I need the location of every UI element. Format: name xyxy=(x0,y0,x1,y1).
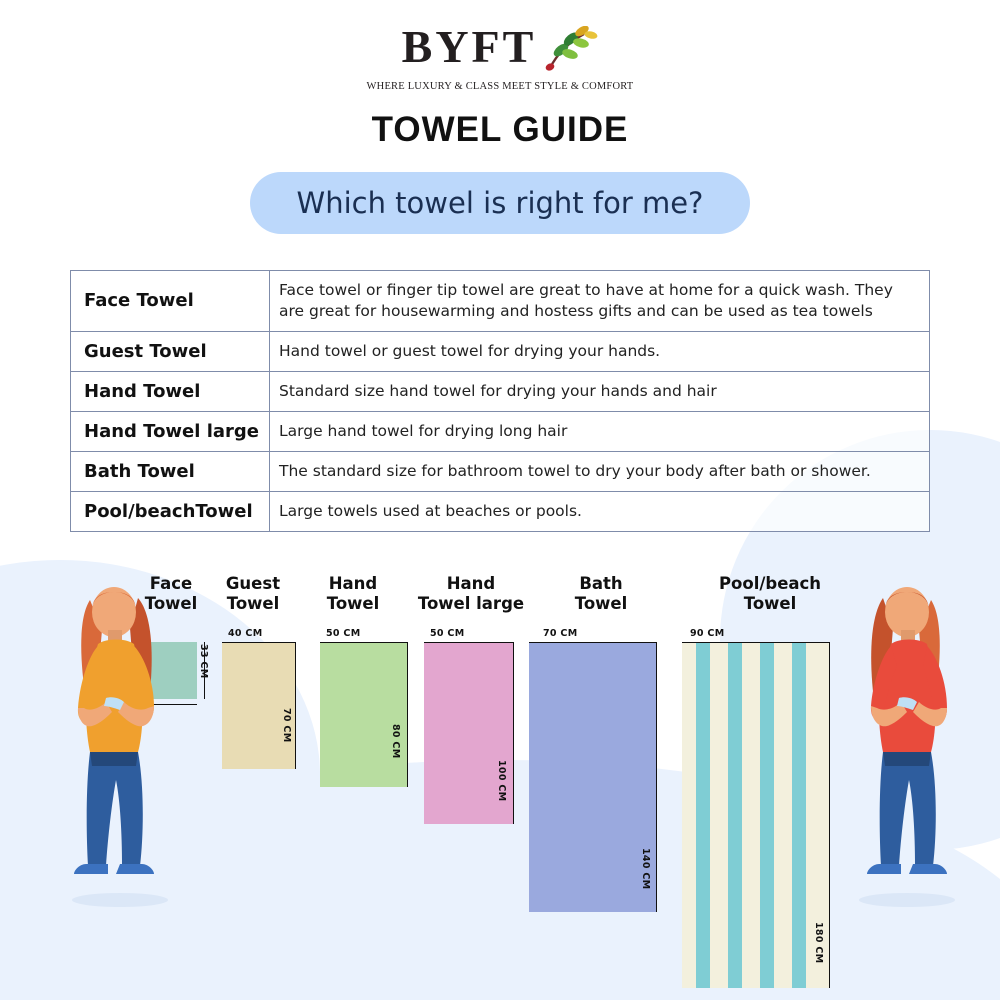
towel-name: Guest Towel xyxy=(71,331,270,371)
table-row xyxy=(71,371,930,411)
chart-label-guest-towel xyxy=(210,574,296,615)
towel-bath-swatch xyxy=(529,642,657,912)
chart-label-hand-towel-large xyxy=(403,574,539,615)
towel-description: The standard size for bathroom towel to dry your body after bath or shower. xyxy=(270,451,930,491)
page-title: TOWEL GUIDE xyxy=(371,110,629,149)
hand-towel-width-dim: 50 CM xyxy=(326,627,361,639)
hand-towel-height-line xyxy=(407,642,408,787)
label-line-1: Hand xyxy=(328,573,378,593)
towel-pool-beach-swatch xyxy=(682,642,830,988)
label-line-2: Towel xyxy=(574,594,628,614)
guest-towel-width-line xyxy=(222,642,296,643)
face-towel-height-line xyxy=(204,642,205,699)
stripe xyxy=(728,642,742,988)
woman-orange-shirt-illustration xyxy=(50,570,180,915)
bath-towel-width-line xyxy=(529,642,657,643)
pool-beach-towel-width-dim: 90 CM xyxy=(690,627,725,639)
towel-name: Pool/beachTowel xyxy=(71,491,270,531)
hand-towel-large-width-line xyxy=(424,642,514,643)
table-row xyxy=(71,491,930,531)
pool-beach-towel-width-line xyxy=(682,642,830,643)
label-line-2: Towel xyxy=(743,594,797,614)
chart-label-pool-beach-towel xyxy=(700,574,840,615)
bath-towel-height-dim: 140 CM xyxy=(640,847,651,890)
hand-towel-height-dim: 80 CM xyxy=(390,723,401,759)
table-row xyxy=(71,271,930,332)
label-line-1: Face xyxy=(149,573,193,593)
hand-towel-width-line xyxy=(320,642,408,643)
hand-towel-large-height-dim: 100 CM xyxy=(496,759,507,802)
chart-label-hand-towel xyxy=(310,574,396,615)
pool-beach-towel-height-line xyxy=(829,642,830,988)
towel-description: Hand towel or guest towel for drying your hands. xyxy=(270,331,930,371)
bath-towel-width-dim: 70 CM xyxy=(543,627,578,639)
towel-description-table xyxy=(70,270,930,532)
towel-guest-swatch xyxy=(222,642,296,769)
towel-size-chart xyxy=(0,560,1000,980)
towel-name: Hand Towel xyxy=(71,371,270,411)
guest-towel-height-dim: 70 CM xyxy=(281,707,292,743)
label-line-2: Towel xyxy=(144,594,198,614)
hand-towel-large-height-line xyxy=(513,642,514,824)
label-line-1: Guest xyxy=(225,573,281,593)
towel-name: Hand Towel large xyxy=(71,411,270,451)
brand-header xyxy=(0,0,1000,92)
chart-label-bath-towel xyxy=(556,574,646,615)
brand-name: BYFT xyxy=(401,21,537,72)
label-line-2: Towel xyxy=(226,594,280,614)
question-banner xyxy=(250,172,750,234)
table-row xyxy=(71,331,930,371)
towel-description: Standard size hand towel for drying your hands and hair xyxy=(270,371,930,411)
logo xyxy=(401,21,599,77)
woman-red-shirt-illustration xyxy=(845,570,975,915)
towel-description: Large towels used at beaches or pools. xyxy=(270,491,930,531)
label-line-2: Towel xyxy=(326,594,380,614)
table-row xyxy=(71,451,930,491)
towel-name: Face Towel xyxy=(71,271,270,332)
hand-towel-large-width-dim: 50 CM xyxy=(430,627,465,639)
towel-description: Face towel or finger tip towel are great to have at home for a quick wash. They are great for housewarming and hostess gifts and can be used as tea towels xyxy=(270,271,930,332)
question-text: Which towel is right for me? xyxy=(296,186,704,220)
guest-towel-height-line xyxy=(295,642,296,769)
table-row xyxy=(71,411,930,451)
guest-towel-width-dim: 40 CM xyxy=(228,627,263,639)
towel-name: Bath Towel xyxy=(71,451,270,491)
stripe xyxy=(792,642,806,988)
leaf-icon xyxy=(540,26,598,77)
label-line-1: Bath xyxy=(579,573,623,593)
stripe xyxy=(696,642,710,988)
towel-hand-swatch xyxy=(320,642,408,787)
label-line-1: Hand xyxy=(446,573,496,593)
label-line-2: Towel large xyxy=(417,594,525,614)
stripe xyxy=(760,642,774,988)
label-line-1: Pool/beach xyxy=(718,573,822,593)
brand-tagline: WHERE LUXURY & CLASS MEET STYLE & COMFORT xyxy=(366,81,634,92)
bath-towel-height-line xyxy=(656,642,657,912)
towel-description: Large hand towel for drying long hair xyxy=(270,411,930,451)
pool-beach-towel-height-dim: 180 CM xyxy=(813,921,824,964)
